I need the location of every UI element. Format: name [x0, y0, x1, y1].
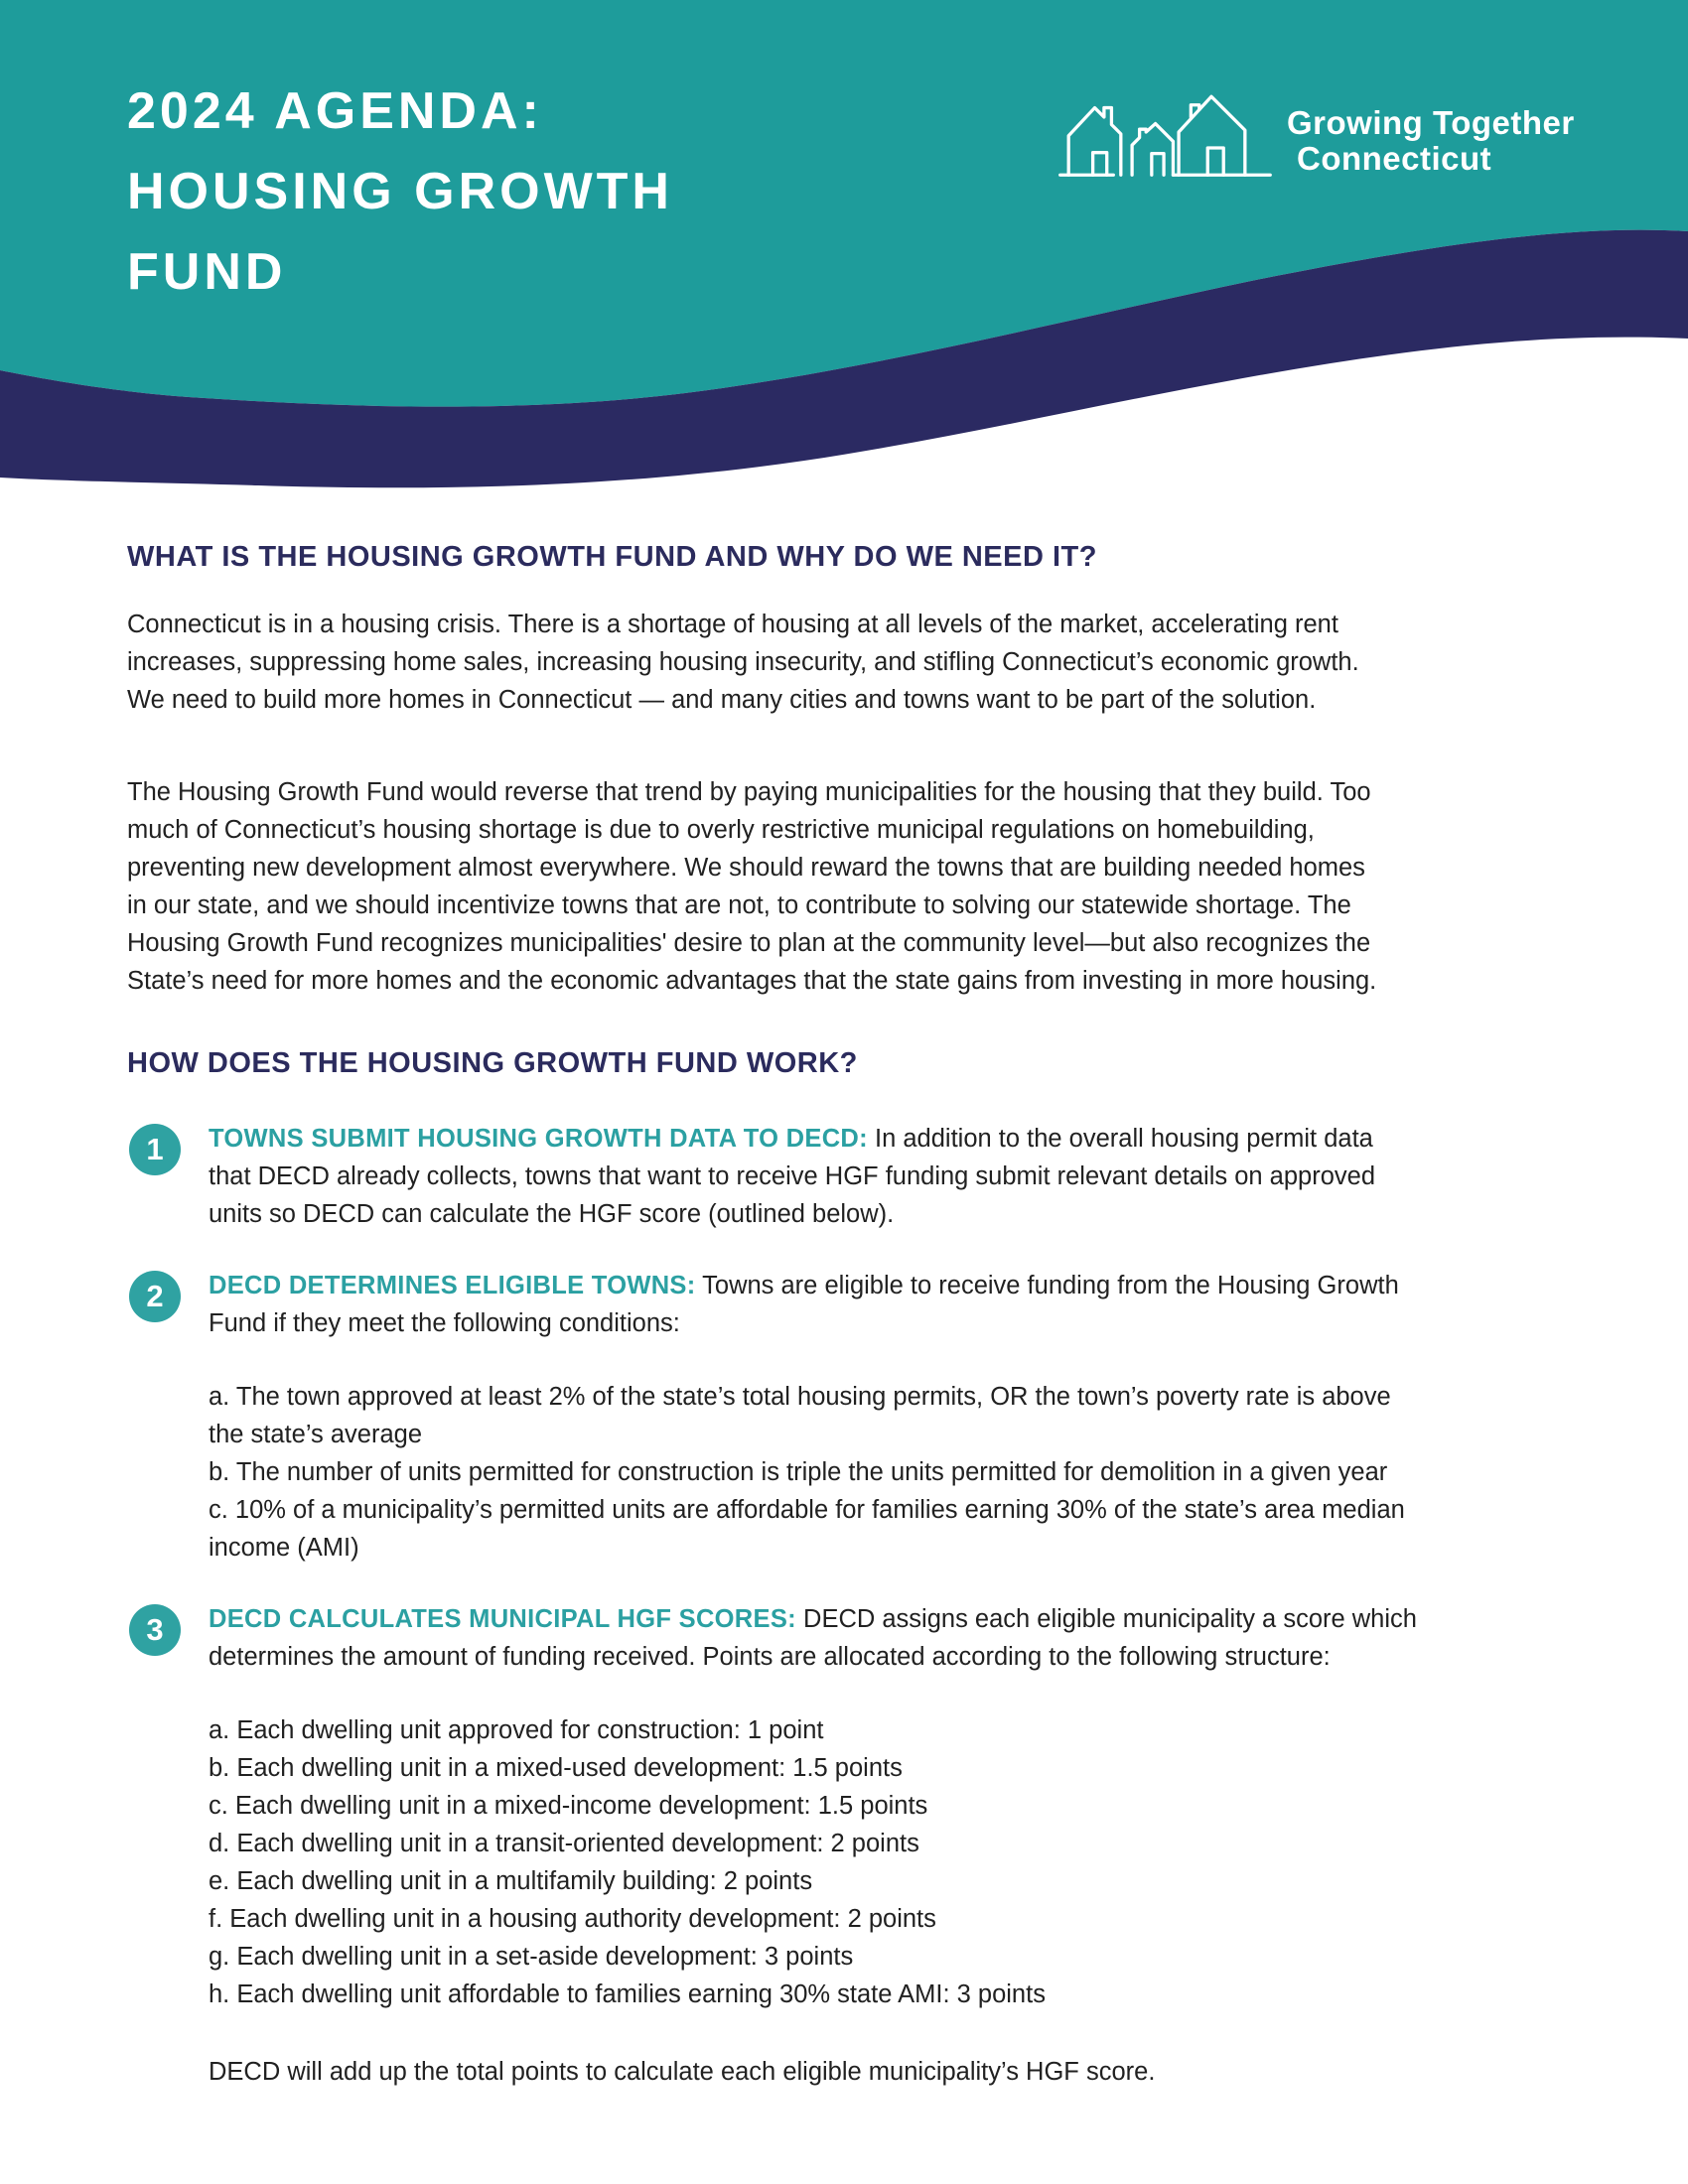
paragraph-line: We need to build more homes in Connecticut — and many cities and towns want to be part of the solution.	[127, 686, 1317, 714]
numbered-item	[127, 1267, 1577, 1567]
item-text-line: DECD DETERMINES ELIGIBLE TOWNS: Towns are eligible to receive funding from the Housing Growth	[209, 1272, 1399, 1299]
item-number-badge: 1	[129, 1124, 181, 1175]
item-content	[209, 1120, 1577, 1233]
item-label: TOWNS SUBMIT HOUSING GROWTH DATA TO DECD:	[209, 1125, 868, 1153]
item-content	[209, 1267, 1577, 1567]
numbered-items	[127, 1120, 1577, 2091]
sublist-line: b. Each dwelling unit in a mixed-used development: 1.5 points	[209, 1754, 903, 1782]
paragraph-line: preventing new development almost everywhere. We should reward the towns that are building needed homes	[127, 854, 1365, 882]
item-label: DECD CALCULATES MUNICIPAL HGF SCORES:	[209, 1605, 796, 1633]
section2-heading: HOW DOES THE HOUSING GROWTH FUND WORK?	[127, 1047, 858, 1079]
page-title	[127, 71, 673, 313]
logo-text-line: Growing Together	[1287, 104, 1575, 141]
item-text-line: determines the amount of funding received. Points are allocated according to the following structure:	[209, 1643, 1331, 1671]
numbered-item	[127, 1600, 1577, 2091]
paragraph-2	[127, 773, 1577, 1000]
sublist-line: e. Each dwelling unit in a multifamily building: 2 points	[209, 1867, 813, 1895]
item-text-line: DECD CALCULATES MUNICIPAL HGF SCORES: DECD assigns each eligible municipality a score which	[209, 1605, 1417, 1633]
paragraph-line: State’s need for more homes and the economic advantages that the state gains from investing in more housing.	[127, 967, 1377, 995]
houses-icon	[1055, 85, 1275, 179]
item-sublist	[209, 1711, 1577, 2013]
item-text-line: that DECD already collects, towns that want to receive HGF funding submit relevant details on approved	[209, 1162, 1376, 1190]
paragraph-1	[127, 606, 1577, 719]
paragraph-line: Housing Growth Fund recognizes municipalities' desire to plan at the community level—but also recognizes the	[127, 929, 1371, 957]
sublist-line: d. Each dwelling unit in a transit-oriented development: 2 points	[209, 1830, 919, 1857]
item-text-line: TOWNS SUBMIT HOUSING GROWTH DATA TO DECD: In addition to the overall housing permit data	[209, 1125, 1373, 1153]
sublist-line: the state’s average	[209, 1421, 423, 1448]
item-content	[209, 1600, 1577, 2091]
sublist-line: c. 10% of a municipality’s permitted units are affordable for families earning 30% of the state’s area median	[209, 1496, 1405, 1524]
sublist-line: a. The town approved at least 2% of the state’s total housing permits, OR the town’s poverty rate is above	[209, 1383, 1391, 1411]
body-content	[127, 539, 1577, 2091]
paragraph-line: increases, suppressing home sales, increasing housing insecurity, and stifling Connecticut’s economic growth.	[127, 648, 1359, 676]
item-footer: DECD will add up the total points to calculate each eligible municipality’s HGF score.	[209, 2058, 1156, 2086]
sublist-line: c. Each dwelling unit in a mixed-income development: 1.5 points	[209, 1792, 928, 1820]
item-number-badge: 2	[129, 1271, 181, 1322]
sublist-line: b. The number of units permitted for construction is triple the units permitted for demolition in a given year	[209, 1458, 1388, 1486]
paragraph-line: much of Connecticut’s housing shortage is due to overly restrictive municipal regulations on homebuilding,	[127, 816, 1315, 844]
item-sublist	[209, 1378, 1577, 1567]
logo	[1055, 85, 1575, 179]
paragraph-line: The Housing Growth Fund would reverse that trend by paying municipalities for the housing that they build. Too	[127, 778, 1371, 806]
item-label: DECD DETERMINES ELIGIBLE TOWNS:	[209, 1272, 696, 1299]
item-text-line: units so DECD can calculate the HGF score (outlined below).	[209, 1200, 895, 1228]
sublist-line: h. Each dwelling unit affordable to families earning 30% state AMI: 3 points	[209, 1980, 1046, 2008]
title-line: FUND	[127, 243, 287, 301]
sublist-line: a. Each dwelling unit approved for construction: 1 point	[209, 1716, 824, 1744]
title-line: 2024 AGENDA:	[127, 82, 543, 140]
item-text-line: Fund if they meet the following conditions:	[209, 1309, 680, 1337]
paragraph-line: in our state, and we should incentivize towns that are not, to contribute to solving our statewide shortage. The	[127, 891, 1351, 919]
sublist-line: f. Each dwelling unit in a housing authority development: 2 points	[209, 1905, 936, 1933]
sublist-line: g. Each dwelling unit in a set-aside development: 3 points	[209, 1943, 854, 1971]
title-line: HOUSING GROWTH	[127, 163, 673, 220]
sublist-line: income (AMI)	[209, 1534, 359, 1562]
logo-text	[1287, 105, 1575, 177]
section1-heading: WHAT IS THE HOUSING GROWTH FUND AND WHY DO WE NEED IT?	[127, 541, 1097, 573]
item-number-badge: 3	[129, 1604, 181, 1656]
paragraph-line: Connecticut is in a housing crisis. There is a shortage of housing at all levels of the market, accelerating rent	[127, 611, 1338, 638]
logo-text-line: Connecticut	[1297, 140, 1492, 177]
numbered-item	[127, 1120, 1577, 1233]
